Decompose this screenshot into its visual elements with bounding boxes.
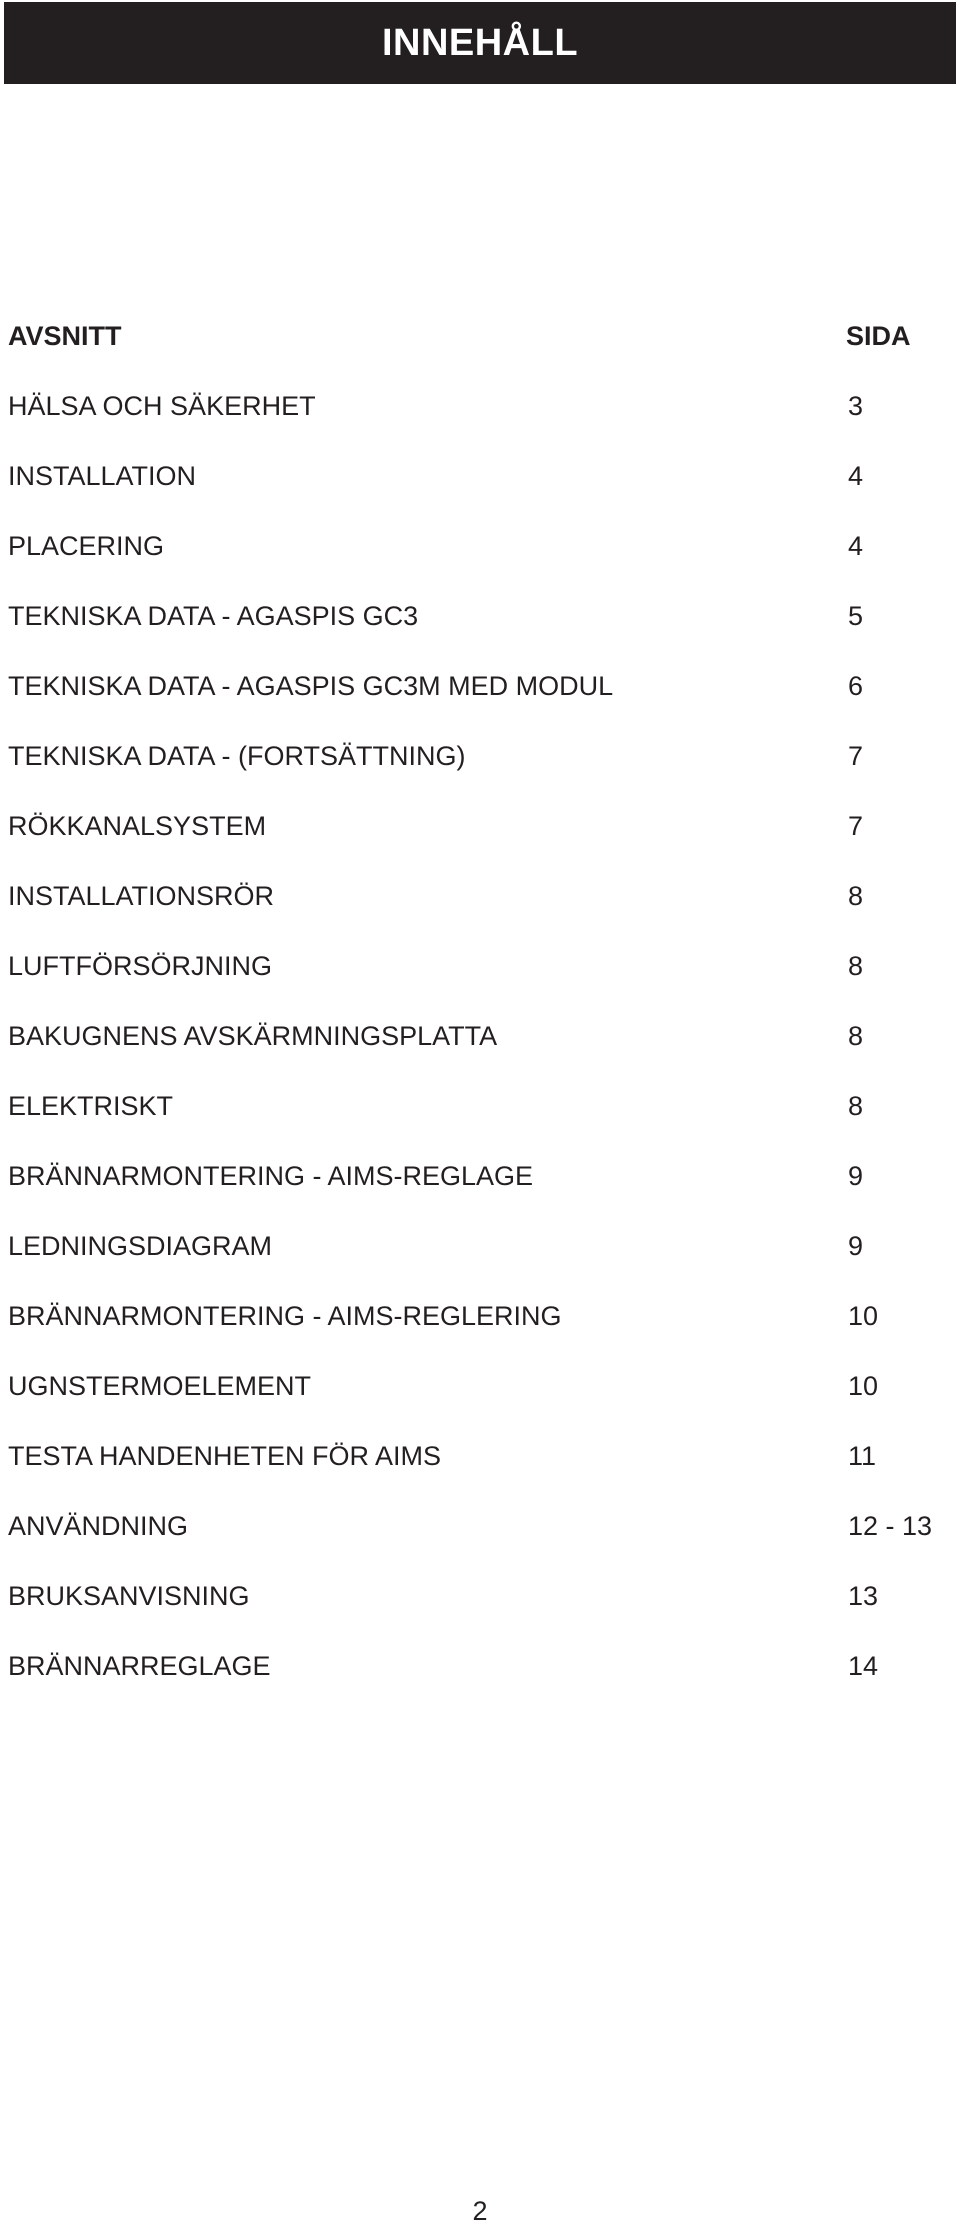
toc-entry-section: UGNSTERMOELEMENT	[8, 1371, 312, 1401]
toc-entry-section: BAKUGNENS AVSKÄRMNINGSPLATTA	[8, 1021, 498, 1051]
toc-entry-section: BRÄNNARREGLAGE	[8, 1651, 271, 1681]
toc-entry	[8, 1368, 938, 1438]
toc-entry-section: ELEKTRISKT	[8, 1091, 174, 1121]
toc-entry-section: ANVÄNDNING	[8, 1511, 189, 1541]
toc-entry	[8, 598, 938, 668]
toc-entry-page: 8	[848, 1091, 864, 1121]
toc-entries	[8, 388, 938, 1718]
toc-entry-section: BRUKSANVISNING	[8, 1581, 250, 1611]
page-number: 2	[472, 2196, 488, 2226]
toc-entry-section: INSTALLATIONSRÖR	[8, 881, 275, 911]
toc-entry	[8, 1438, 938, 1508]
toc-entry-page: 6	[848, 671, 864, 701]
toc-entry-page: 8	[848, 881, 864, 911]
toc-entry-section: PLACERING	[8, 531, 165, 561]
toc-entry-page: 9	[848, 1161, 864, 1191]
toc-entry-section: TEKNISKA DATA - AGASPIS GC3	[8, 601, 419, 631]
toc-entry-section: RÖKKANALSYSTEM	[8, 811, 267, 841]
toc-entry	[8, 458, 938, 528]
toc-entry	[8, 1158, 938, 1228]
toc-entry	[8, 878, 938, 948]
toc-entry-section: BRÄNNARMONTERING - AIMS-REGLERING	[8, 1301, 562, 1331]
toc-entry	[8, 1578, 938, 1648]
toc-entry	[8, 808, 938, 878]
toc-entry-page: 7	[848, 741, 864, 771]
toc-entry	[8, 668, 938, 738]
toc-entry-section: TEKNISKA DATA - (FORTSÄTTNING)	[8, 741, 466, 771]
toc-entry-section: TEKNISKA DATA - AGASPIS GC3M MED MODUL	[8, 671, 614, 701]
toc-entry-page: 5	[848, 601, 864, 631]
title-bar	[4, 2, 956, 84]
toc-entry-page: 10	[848, 1301, 879, 1331]
toc-entry-page: 12 - 13	[848, 1511, 933, 1541]
toc-entry-page: 8	[848, 1021, 864, 1051]
toc-header-section: AVSNITT	[8, 321, 122, 351]
toc-entry-page: 3	[848, 391, 864, 421]
toc-entry	[8, 1298, 938, 1368]
toc-entry-page: 7	[848, 811, 864, 841]
toc-entry	[8, 1018, 938, 1088]
toc-entry-page: 11	[848, 1441, 877, 1471]
toc-header	[8, 318, 938, 388]
toc-entry-page: 4	[848, 461, 864, 491]
toc-entry-page: 13	[848, 1581, 879, 1611]
toc-entry-section: BRÄNNARMONTERING - AIMS-REGLAGE	[8, 1161, 534, 1191]
toc-entry	[8, 738, 938, 808]
toc-entry-section: TESTA HANDENHETEN FÖR AIMS	[8, 1441, 442, 1471]
toc-entry-page: 4	[848, 531, 864, 561]
page-title: INNEHÅLL	[381, 21, 579, 64]
toc-entry-page: 10	[848, 1371, 879, 1401]
toc-entry	[8, 528, 938, 598]
toc-entry-section: LUFTFÖRSÖRJNING	[8, 951, 273, 981]
toc-entry-section: HÄLSA OCH SÄKERHET	[8, 391, 316, 421]
toc-entry	[8, 1088, 938, 1158]
toc-entry-section: LEDNINGSDIAGRAM	[8, 1231, 273, 1261]
toc-entry-page: 9	[848, 1231, 864, 1261]
toc-entry-section: INSTALLATION	[8, 461, 197, 491]
toc-entry-page: 8	[848, 951, 864, 981]
toc-entry	[8, 1228, 938, 1298]
toc-entry-page: 14	[848, 1651, 879, 1681]
toc-header-page: SIDA	[846, 321, 911, 351]
toc-entry	[8, 388, 938, 458]
table-of-contents	[8, 318, 938, 1718]
toc-entry	[8, 1508, 938, 1578]
toc-entry	[8, 1648, 938, 1718]
toc-entry	[8, 948, 938, 1018]
